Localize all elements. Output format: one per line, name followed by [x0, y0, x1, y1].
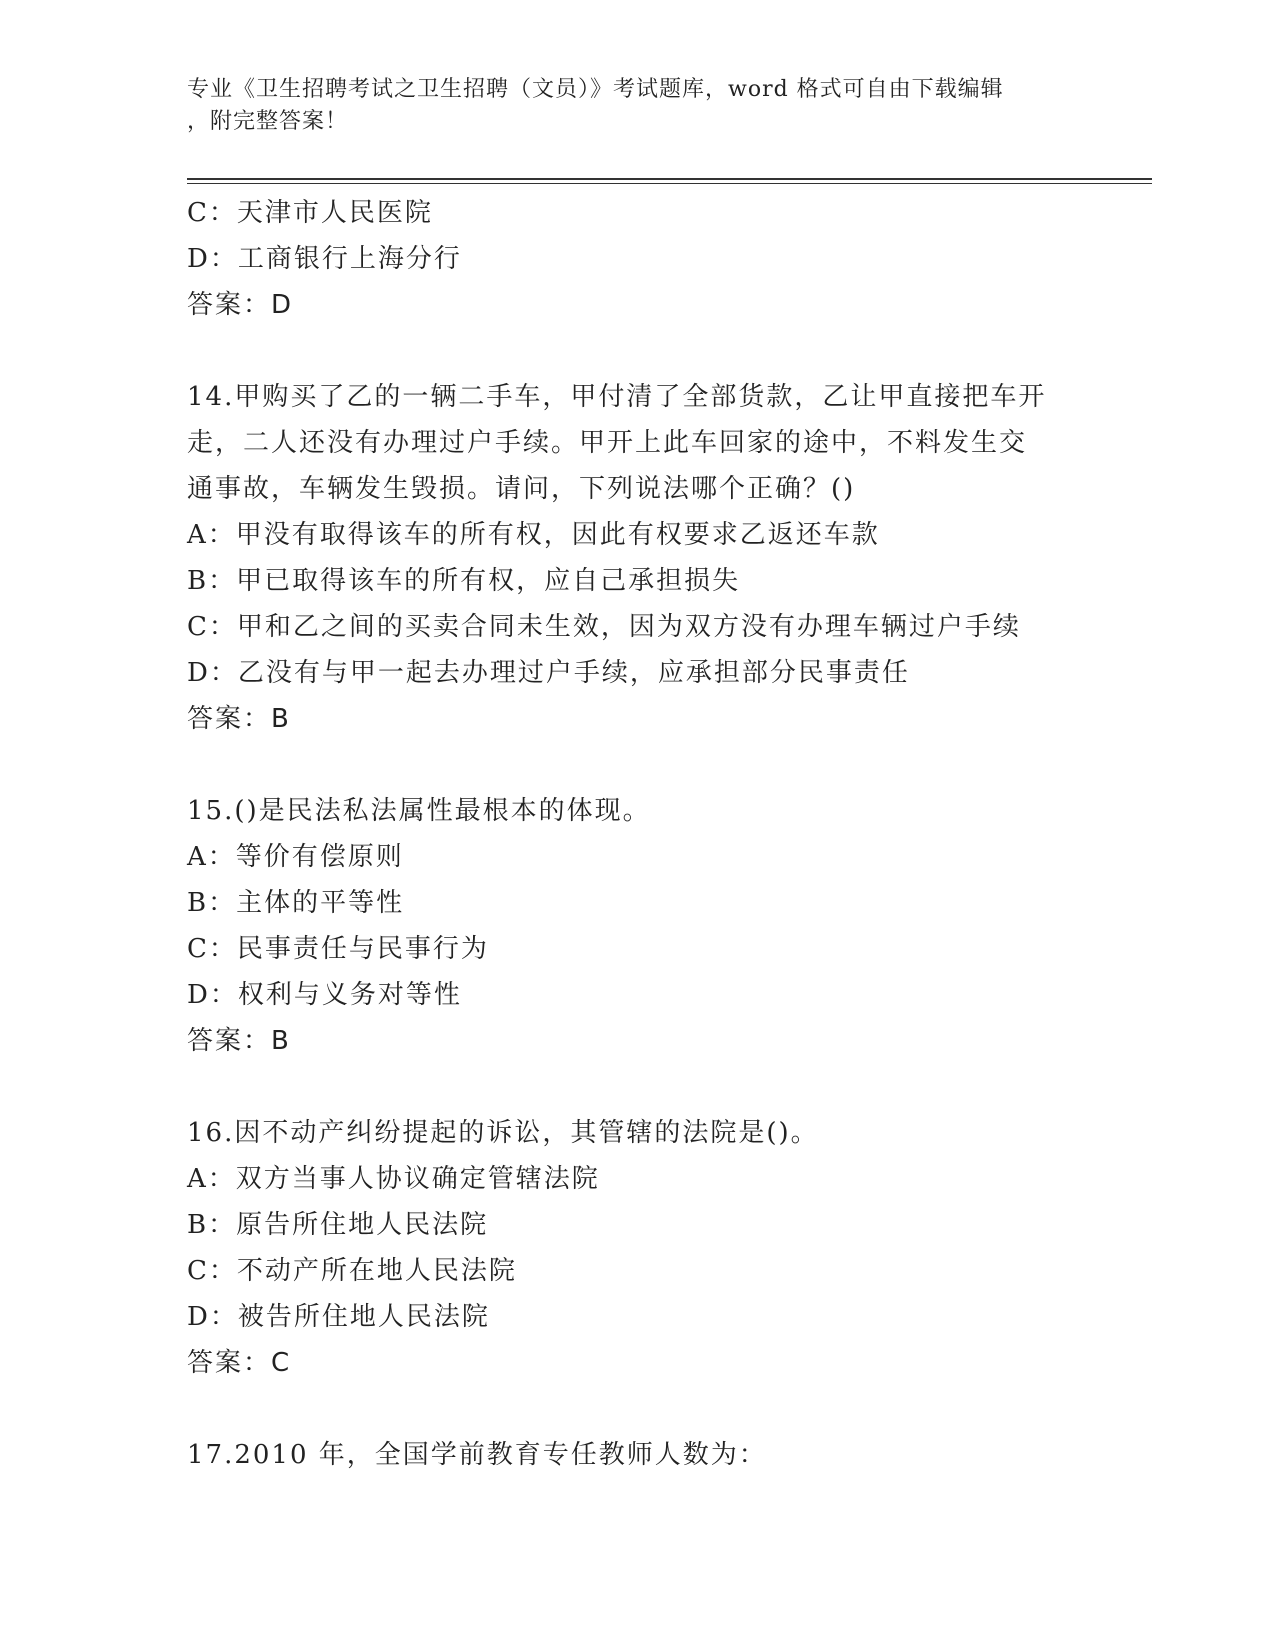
question-15-option-b: B：主体的平等性 [187, 888, 405, 918]
question-16-answer: 答案：C [187, 1348, 292, 1378]
header-line-1: 专业《卫生招聘考试之卫生招聘（文员）》考试题库，word 格式可自由下载编辑 [187, 77, 1004, 102]
question-14-line-3: 通事故，车辆发生毁损。请问，下列说法哪个正确？() [187, 474, 856, 504]
question-14-option-a: A：甲没有取得该车的所有权，因此有权要求乙返还车款 [187, 520, 880, 550]
document-header [187, 74, 1067, 138]
question-14 [187, 374, 1087, 742]
header-divider-thin [187, 183, 1152, 184]
question-17-line-1: 17.2010 年，全国学前教育专任教师人数为： [187, 1440, 767, 1470]
prev-option-d: D：工商银行上海分行 [187, 244, 462, 274]
question-14-option-c: C：甲和乙之间的买卖合同未生效，因为双方没有办理车辆过户手续 [187, 612, 1021, 642]
question-16 [187, 1110, 1087, 1386]
question-15-option-d: D：权利与义务对等性 [187, 980, 462, 1010]
header-divider-thick [187, 178, 1152, 180]
question-16-option-b: B：原告所住地人民法院 [187, 1210, 489, 1240]
question-15 [187, 788, 1087, 1064]
question-15-option-c: C：民事责任与民事行为 [187, 934, 489, 964]
prev-option-c: C：天津市人民医院 [187, 198, 433, 228]
question-14-answer: 答案：B [187, 704, 291, 734]
question-14-line-2: 走，二人还没有办理过户手续。甲开上此车回家的途中，不料发生交 [187, 428, 1028, 458]
question-15-option-a: A：等价有偿原则 [187, 842, 404, 872]
question-14-option-d: D：乙没有与甲一起去办理过户手续，应承担部分民事责任 [187, 658, 910, 688]
question-list [187, 190, 1087, 1478]
question-15-answer: 答案：B [187, 1026, 291, 1056]
question-17 [187, 1432, 1087, 1478]
header-line-2: ，附完整答案！ [187, 109, 349, 134]
question-16-option-c: C：不动产所在地人民法院 [187, 1256, 517, 1286]
question-14-option-b: B：甲已取得该车的所有权，应自己承担损失 [187, 566, 741, 596]
question-15-line-1: 15.()是民法私法属性最根本的体现。 [187, 796, 651, 826]
question-16-option-a: A：双方当事人协议确定管辖法院 [187, 1164, 600, 1194]
question-16-option-d: D：被告所住地人民法院 [187, 1302, 490, 1332]
question-16-line-1: 16.因不动产纠纷提起的诉讼，其管辖的法院是()。 [187, 1118, 819, 1148]
prev-answer: 答案：D [187, 290, 294, 320]
question-14-line-1: 14.甲购买了乙的一辆二手车，甲付清了全部货款，乙让甲直接把车开 [187, 382, 1047, 412]
